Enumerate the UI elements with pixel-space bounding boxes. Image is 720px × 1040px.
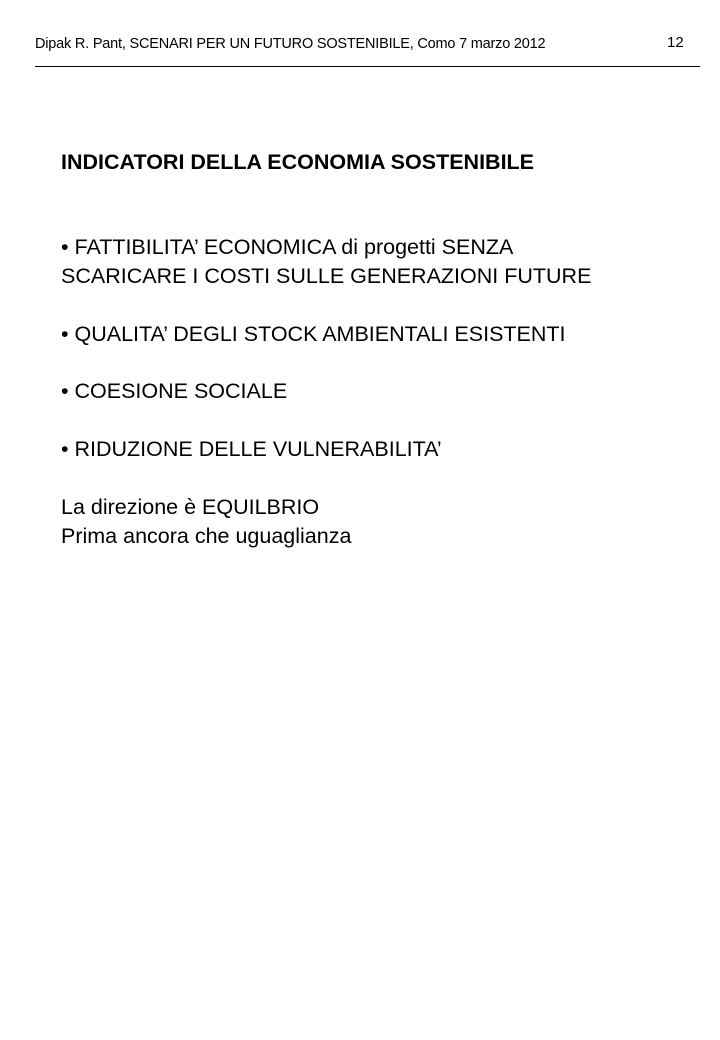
bullet-item-continuation: SCARICARE I COSTI SULLE GENERAZIONI FUTURE [61, 264, 592, 288]
header-divider [35, 66, 700, 67]
bullet-item: • COESIONE SOCIALE [61, 379, 288, 403]
closing-line: Prima ancora che uguaglianza [61, 524, 352, 548]
running-title: Dipak R. Pant, SCENARI PER UN FUTURO SOSTENIBILE, Como 7 marzo 2012 [35, 36, 546, 52]
section-title: INDICATORI DELLA ECONOMIA SOSTENIBILE [61, 150, 535, 174]
bullet-item: • QUALITA’ DEGLI STOCK AMBIENTALI ESISTENTI [61, 322, 566, 346]
closing-line: La direzione è EQUILBRIO [61, 495, 320, 519]
page-number: 12 [667, 34, 684, 51]
bullet-item: • RIDUZIONE DELLE VULNERABILITA’ [61, 437, 442, 461]
bullet-item: • FATTIBILITA’ ECONOMICA di progetti SENZA [61, 235, 514, 259]
